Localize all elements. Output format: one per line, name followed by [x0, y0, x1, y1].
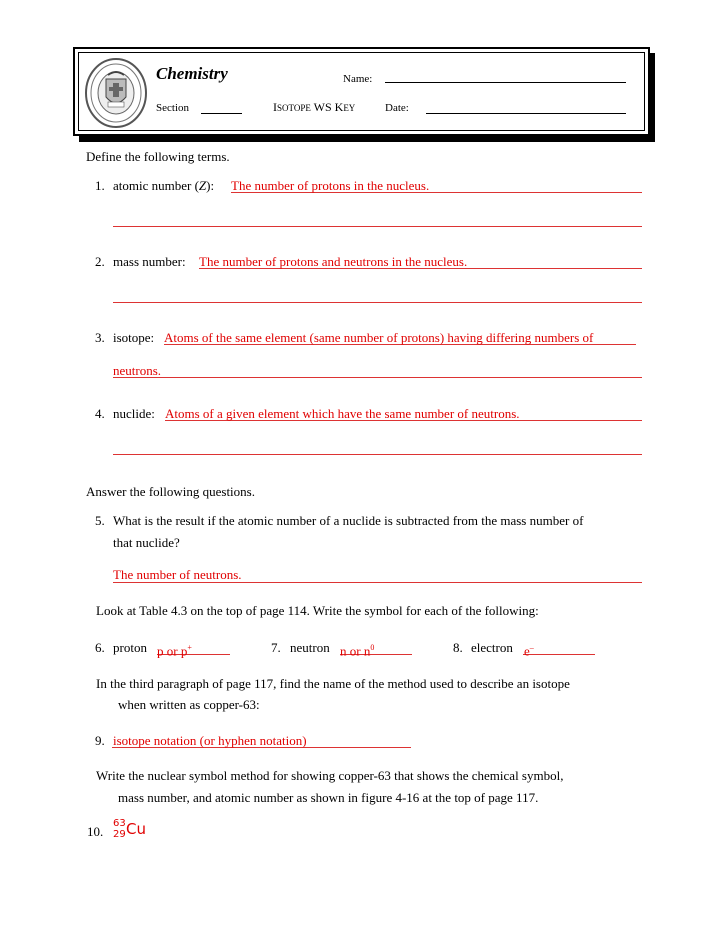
instruction-text: Look at Table 4.3 on the top of page 114. Write the symbol for each of the following: — [96, 603, 539, 618]
name-label: Name: — [343, 73, 373, 85]
question-number: 6. — [95, 640, 105, 655]
term-mass-number: mass number: — [113, 254, 186, 269]
name-field[interactable] — [385, 82, 626, 83]
date-field[interactable] — [426, 113, 626, 114]
date-label: Date: — [385, 102, 409, 114]
question-number: 4. — [95, 406, 105, 421]
question-number: 1. — [95, 178, 105, 193]
question-5-text: What is the result if the atomic number of a nuclide is subtracted from the mass number of — [113, 513, 584, 528]
question-number: 2. — [95, 254, 105, 269]
header-shadow — [650, 53, 655, 142]
question-number: 9. — [95, 733, 105, 748]
school-seal-icon — [84, 57, 148, 129]
answer-isotope-cont: neutrons. — [113, 363, 162, 378]
answer-line — [113, 302, 642, 303]
nuclear-symbol-answer — [113, 817, 153, 847]
answer-isotope: Atoms of the same element (same number of protons) having differing numbers of — [164, 330, 594, 345]
section-intro: Define the following terms. — [86, 149, 230, 164]
question-5-text: that nuclide? — [113, 535, 180, 550]
answer-5: The number of neutrons. — [113, 567, 242, 582]
label-electron: electron — [471, 640, 513, 655]
term-atomic-number: atomic number (Z): — [113, 178, 215, 193]
answer-mass-number: The number of protons and neutrons in the nucleus. — [199, 254, 468, 269]
answer-9: isotope notation (or hyphen notation) — [113, 733, 307, 748]
course-title: Chemistry — [156, 64, 228, 83]
question-number: 10. — [87, 824, 104, 839]
label-proton: proton — [113, 640, 147, 655]
answer-line — [113, 454, 642, 455]
instruction-text: mass number, and atomic number as shown in figure 4-16 at the top of page 117. — [118, 790, 539, 805]
answer-nuclide: Atoms of a given element which have the same number of neutrons. — [165, 406, 520, 421]
mass-number: 63 — [113, 818, 126, 829]
answer-neutron: n or $n^0$ — [340, 643, 375, 659]
header-shadow — [79, 136, 655, 142]
term-nuclide: nuclide: — [113, 406, 155, 421]
instruction-text: Write the nuclear symbol method for showing copper-63 that shows the chemical symbol, — [96, 768, 564, 783]
instruction-text: when written as copper-63: — [118, 697, 260, 712]
label-neutron: neutron — [290, 640, 330, 655]
worksheet-key-label: ISOTOPE WS KEY — [273, 100, 356, 114]
answer-line — [523, 654, 595, 655]
term-isotope: isotope: — [113, 330, 155, 345]
section-intro: Answer the following questions. — [86, 484, 255, 499]
section-label: Section — [156, 102, 189, 114]
element-symbol: Cu — [126, 820, 146, 838]
answer-atomic-number: The number of protons in the nucleus. — [231, 178, 430, 193]
atomic-number: 29 — [113, 829, 126, 840]
section-field[interactable] — [201, 113, 242, 114]
answer-line — [113, 377, 642, 378]
answer-line — [113, 226, 642, 227]
question-number: 3. — [95, 330, 105, 345]
answer-proton: p or p+ — [157, 643, 192, 659]
answer-electron: e– — [524, 643, 534, 659]
question-number: 5. — [95, 513, 105, 528]
question-number: 7. — [271, 640, 281, 655]
question-number: 8. — [453, 640, 463, 655]
instruction-text: In the third paragraph of page 117, find the name of the method used to describe an isotope — [96, 676, 570, 691]
